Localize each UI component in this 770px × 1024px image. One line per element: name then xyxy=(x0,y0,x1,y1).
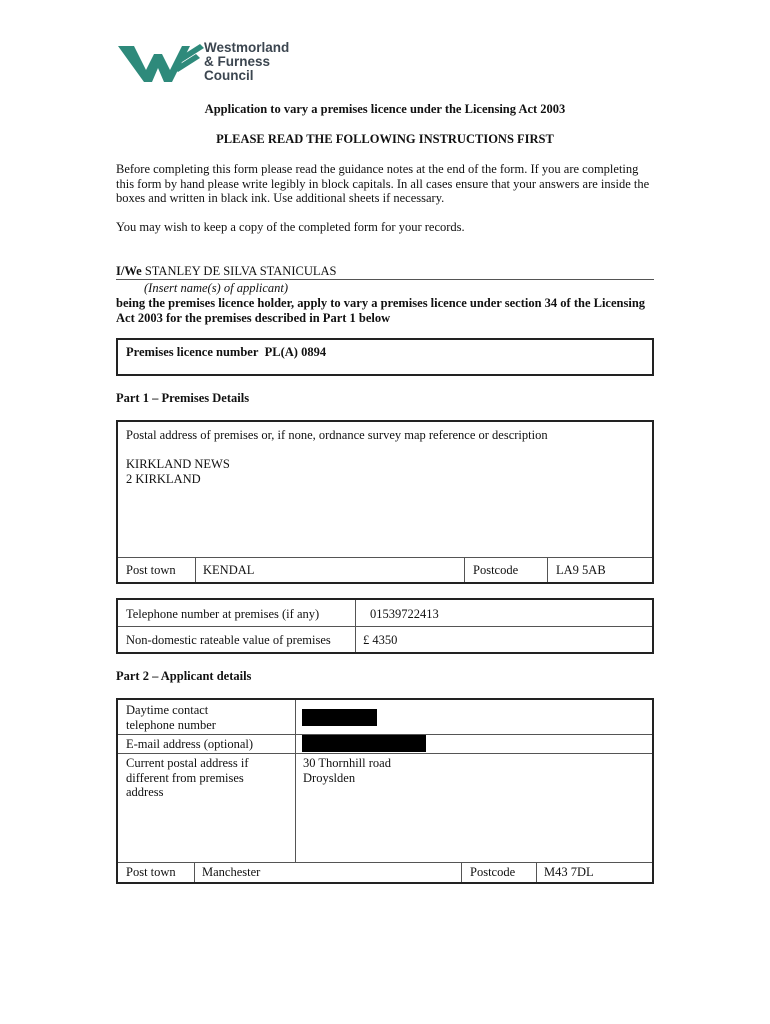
divider xyxy=(194,862,195,882)
current-address-line-1: 30 Thornhill road xyxy=(303,756,391,770)
telephone-label: Telephone number at premises (if any) xyxy=(126,607,320,621)
licence-number-label: Premises licence number xyxy=(126,345,259,359)
org-line-2: & Furness xyxy=(204,54,271,69)
premises-post-town-field: KENDAL xyxy=(203,563,255,577)
daytime-phone-label-line-1: Daytime contact xyxy=(126,703,209,717)
applicant-postcode-label: Postcode xyxy=(470,865,516,879)
divider xyxy=(295,700,296,863)
form-title: Application to vary a premises licence under the Licensing Act 2003 xyxy=(204,102,566,116)
org-line-1: Westmorland xyxy=(204,40,290,55)
org-name xyxy=(204,41,289,83)
applicant-details-box[interactable] xyxy=(116,698,654,884)
current-address-label-line-1: Current postal address if xyxy=(126,756,249,770)
part1-heading: Part 1 – Premises Details xyxy=(116,391,250,405)
org-line-3: Council xyxy=(204,68,254,83)
divider xyxy=(118,557,652,558)
redacted-email xyxy=(302,735,426,752)
premises-postcode-field: LA9 5AB xyxy=(556,563,606,577)
applicant-postcode-field: M43 7DL xyxy=(544,865,594,879)
premises-contact-box[interactable] xyxy=(116,598,654,654)
current-address-label-line-2: different from premises xyxy=(126,770,244,785)
applicant-name-line[interactable] xyxy=(116,264,654,280)
divider xyxy=(464,557,465,582)
current-address-field xyxy=(303,756,391,785)
part2-heading: Part 2 – Applicant details xyxy=(116,669,252,683)
intro-paragraph: Before completing this form please read the guidance notes at the end of the form. If you are completing this form by hand please write legibly in block capitals. In all cases ensure that your answers are inside the boxes and written in black ink. Use additional sheets if necessary. xyxy=(116,162,650,205)
divider xyxy=(118,626,652,627)
applicant-post-town-label: Post town xyxy=(126,865,176,879)
divider xyxy=(195,557,196,582)
daytime-phone-label xyxy=(126,703,216,732)
applicant-statement: being the premises licence holder, apply to vary a premises licence under section 34 of the Licensing Act 2003 for the premises described in Part 1 below xyxy=(116,296,646,325)
licence-number-box[interactable] xyxy=(116,338,654,376)
current-address-label xyxy=(126,756,249,800)
rateable-value-field: £ 4350 xyxy=(363,633,398,647)
premises-address-label: Postal address of premises or, if none, ordnance survey map reference or description xyxy=(126,428,548,442)
licence-number-value: PL(A) 0894 xyxy=(264,345,327,359)
divider xyxy=(118,862,652,863)
rateable-value-label: Non-domestic rateable value of premises xyxy=(126,633,331,647)
applicant-prefix: I/We xyxy=(116,264,142,278)
divider xyxy=(355,600,356,652)
divider xyxy=(461,862,462,882)
copy-note: You may wish to keep a copy of the completed form for your records. xyxy=(116,220,465,234)
redacted-phone xyxy=(302,709,377,726)
premises-postcode-label: Postcode xyxy=(473,563,519,577)
applicant-post-town-field: Manchester xyxy=(202,865,261,879)
telephone-field: 01539722413 xyxy=(370,607,439,621)
daytime-phone-label-line-2: telephone number xyxy=(126,717,216,732)
applicant-name: STANLEY DE SILVA STANICULAS xyxy=(144,264,337,278)
instructions-heading: PLEASE READ THE FOLLOWING INSTRUCTIONS FIRST xyxy=(216,132,554,146)
divider xyxy=(118,753,652,754)
premises-address-line-2: 2 KIRKLAND xyxy=(126,472,201,486)
divider xyxy=(547,557,548,582)
applicant-name-hint: (Insert name(s) of applicant) xyxy=(144,281,289,295)
current-address-label-line-3: address xyxy=(126,785,164,799)
premises-post-town-label: Post town xyxy=(126,563,176,577)
current-address-line-2: Droyslden xyxy=(303,770,356,785)
divider xyxy=(536,862,537,882)
premises-address-box[interactable] xyxy=(116,420,654,584)
licence-number-field xyxy=(126,345,326,360)
premises-address-line-1: KIRKLAND NEWS xyxy=(126,457,230,471)
email-label: E-mail address (optional) xyxy=(126,737,254,751)
